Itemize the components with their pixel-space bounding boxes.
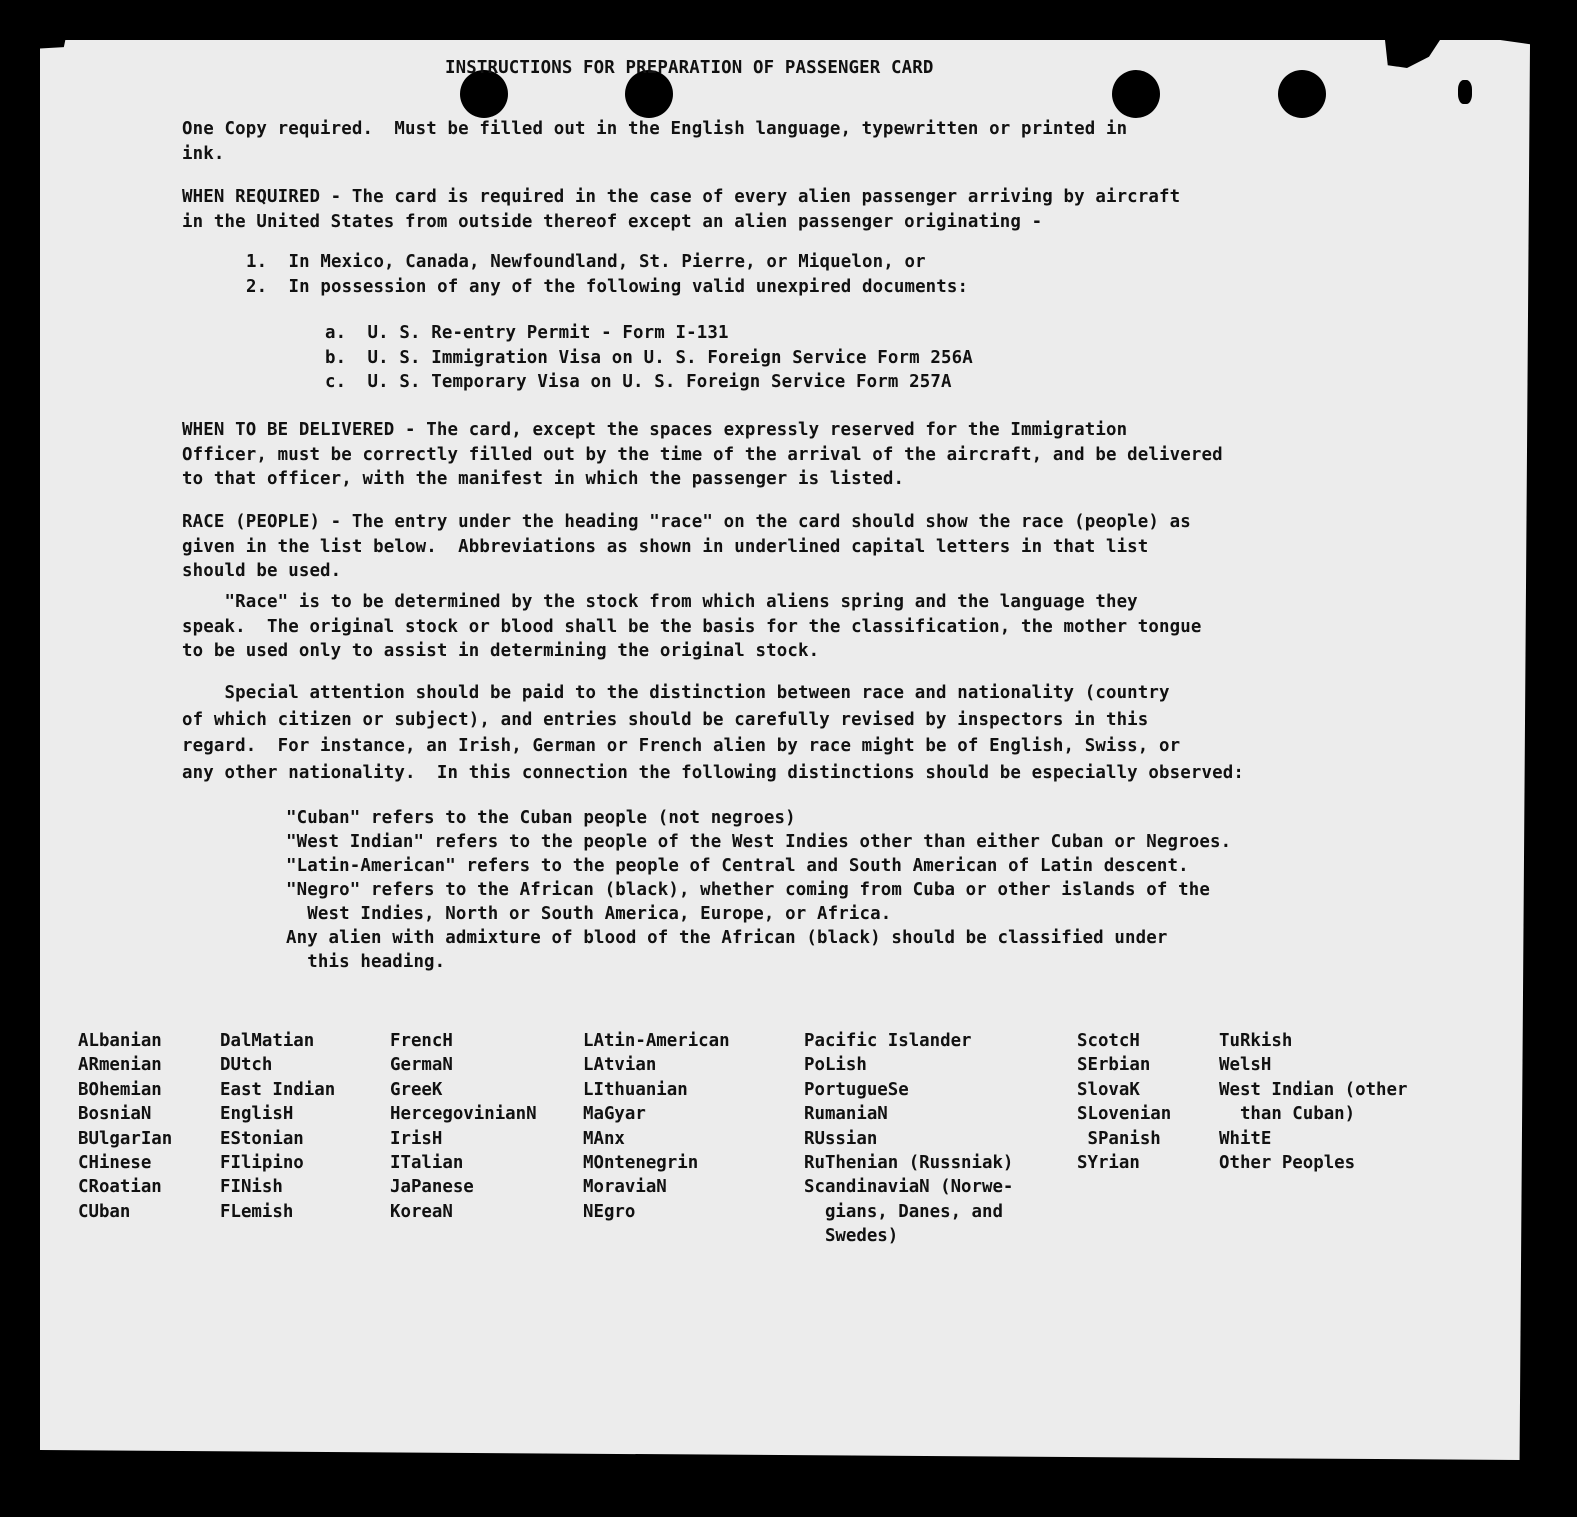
race-entry: EStonian	[220, 1128, 304, 1149]
race-entry: PoLish	[804, 1055, 867, 1076]
race-entry: SlovaK	[1077, 1079, 1140, 1100]
list-item: West Indies, North or South America, Europe, or Africa.	[286, 904, 892, 924]
race-entry: IrisH	[390, 1128, 443, 1149]
list-item: "West Indian" refers to the people of the West Indies other than either Cuban or Negroes.	[286, 832, 1232, 852]
race-entry: gians, Danes, and	[804, 1201, 1003, 1222]
race-entry: FIlipino	[220, 1153, 304, 1174]
race-entry: LAtvian	[583, 1055, 657, 1076]
race-entry: KoreaN	[390, 1201, 453, 1222]
text-line: regard. For instance, an Irish, German or French alien by race might be of English, Swiss, or	[182, 736, 1181, 756]
race-column	[78, 1029, 172, 1224]
list-item: "Negro" refers to the African (black), whether coming from Cuba or other islands of the	[286, 880, 1210, 900]
race-entry: PortugueSe	[804, 1079, 909, 1100]
race-entry: BOhemian	[78, 1079, 162, 1100]
race-entry: LIthuanian	[583, 1079, 688, 1100]
race-column	[1077, 1029, 1171, 1175]
race-entry: Swedes)	[804, 1226, 899, 1247]
text-line: RACE (PEOPLE) - The entry under the heading "race" on the card should show the race (people) as	[182, 512, 1191, 532]
race-entry: EnglisH	[220, 1104, 294, 1125]
race-entry: NEgro	[583, 1201, 636, 1222]
list-item: "Latin-American" refers to the people of Central and South American of Latin descent.	[286, 856, 1189, 876]
text-line: Officer, must be correctly filled out by the time of the arrival of the aircraft, and be delivered	[182, 444, 1223, 465]
race-entry: SErbian	[1077, 1055, 1151, 1076]
text-line: any other nationality. In this connection the following distinctions should be especially observed:	[182, 762, 1245, 783]
race-entry: LAtin-American	[583, 1031, 730, 1051]
race-definition-paragraph	[182, 590, 1202, 664]
race-entry: FINish	[220, 1177, 283, 1198]
text-line: of which citizen or subject), and entries should be carefully revised by inspectors in this	[182, 709, 1149, 730]
race-entry: ARmenian	[78, 1055, 162, 1076]
race-paragraph	[182, 510, 1191, 584]
race-entry: East Indian	[220, 1079, 336, 1100]
race-entry: MAnx	[583, 1128, 625, 1149]
text-line: WHEN TO BE DELIVERED - The card, except the spaces expressly reserved for the Immigration	[182, 420, 1128, 440]
race-entry: WelsH	[1219, 1055, 1272, 1076]
torn-corner	[1385, 40, 1440, 68]
race-entry: GreeK	[390, 1079, 443, 1100]
race-entry: RuThenian (Russniak)	[804, 1153, 1014, 1174]
race-entry: GermaN	[390, 1055, 453, 1076]
race-entry: ScandinaviaN (Norwe-	[804, 1177, 1014, 1198]
race-entry: West Indian (other	[1219, 1079, 1408, 1100]
text-line: "Race" is to be determined by the stock from which aliens spring and the language they	[182, 592, 1138, 612]
race-entry: DUtch	[220, 1055, 273, 1076]
race-entry: DalMatian	[220, 1031, 315, 1051]
race-entry: CHinese	[78, 1153, 152, 1174]
race-entry: ScotcH	[1077, 1031, 1140, 1051]
list-item: 2. In possession of any of the following valid unexpired documents:	[246, 276, 969, 297]
text-line: WHEN REQUIRED - The card is required in the case of every alien passenger arriving by aircraft	[182, 187, 1181, 207]
distinctions-list	[286, 806, 1231, 974]
intro-paragraph	[182, 117, 1127, 166]
race-entry: CUban	[78, 1201, 131, 1222]
race-entry: TuRkish	[1219, 1031, 1293, 1051]
list-item: "Cuban" refers to the Cuban people (not negroes)	[286, 808, 796, 828]
special-attention-paragraph	[182, 680, 1244, 786]
text-line: Special attention should be paid to the distinction between race and nationality (country	[182, 683, 1170, 703]
race-entry: Pacific Islander	[804, 1031, 972, 1051]
page-title: INSTRUCTIONS FOR PREPARATION OF PASSENGER CARD	[445, 58, 934, 78]
when-required-paragraph	[182, 185, 1180, 234]
race-entry: RUssian	[804, 1128, 878, 1149]
text-line: given in the list below. Abbreviations as shown in underlined capital letters in that list	[182, 536, 1149, 557]
torn-edge	[1458, 80, 1472, 104]
race-entry: Other Peoples	[1219, 1153, 1356, 1174]
race-column	[220, 1029, 335, 1224]
race-entry: MoraviaN	[583, 1177, 667, 1198]
race-entry: than Cuban)	[1219, 1104, 1356, 1125]
list-item: a. U. S. Re-entry Permit - Form I-131	[325, 323, 729, 343]
race-entry: MOntenegrin	[583, 1153, 699, 1174]
text-line: should be used.	[182, 561, 342, 581]
race-entry: RumaniaN	[804, 1104, 888, 1125]
list-item: b. U. S. Immigration Visa on U. S. Foreign Service Form 256A	[325, 347, 973, 368]
documents-list	[325, 321, 973, 395]
list-item: Any alien with admixture of blood of the African (black) should be classified under	[286, 928, 1168, 948]
race-entry: JaPanese	[390, 1177, 474, 1198]
text-line: in the United States from outside thereof except an alien passenger originating -	[182, 211, 1043, 232]
race-entry: WhitE	[1219, 1128, 1272, 1149]
list-item: 1. In Mexico, Canada, Newfoundland, St. Pierre, or Miquelon, or	[246, 252, 926, 272]
race-entry: FLemish	[220, 1201, 294, 1222]
text-line: to be used only to assist in determining the original stock.	[182, 641, 820, 661]
race-entry: BUlgarIan	[78, 1128, 173, 1149]
race-column	[390, 1029, 537, 1224]
text-line: speak. The original stock or blood shall be the basis for the classification, the mother tongue	[182, 616, 1202, 637]
race-entry: ALbanian	[78, 1031, 162, 1051]
list-item: c. U. S. Temporary Visa on U. S. Foreign Service Form 257A	[325, 372, 952, 392]
race-entry: HercegovinianN	[390, 1104, 537, 1125]
text-line: to that officer, with the manifest in which the passenger is listed.	[182, 469, 905, 489]
race-entry: FrencH	[390, 1031, 453, 1051]
race-entry: ITalian	[390, 1153, 464, 1174]
origins-list	[246, 250, 968, 299]
list-item: this heading.	[286, 952, 446, 972]
punch-hole	[1278, 70, 1326, 118]
race-entry: BosniaN	[78, 1104, 152, 1125]
when-delivered-paragraph	[182, 418, 1223, 492]
race-entry: SPanish	[1077, 1128, 1161, 1149]
race-entry: SYrian	[1077, 1153, 1140, 1174]
punch-hole	[1112, 70, 1160, 118]
race-entry: MaGyar	[583, 1104, 646, 1125]
text-line: One Copy required. Must be filled out in the English language, typewritten or printed in	[182, 119, 1128, 139]
race-column	[583, 1029, 730, 1224]
race-column	[1219, 1029, 1407, 1175]
race-entry: SLovenian	[1077, 1104, 1172, 1125]
text-line: ink.	[182, 143, 225, 164]
race-entry: CRoatian	[78, 1177, 162, 1198]
race-column	[804, 1029, 1013, 1249]
